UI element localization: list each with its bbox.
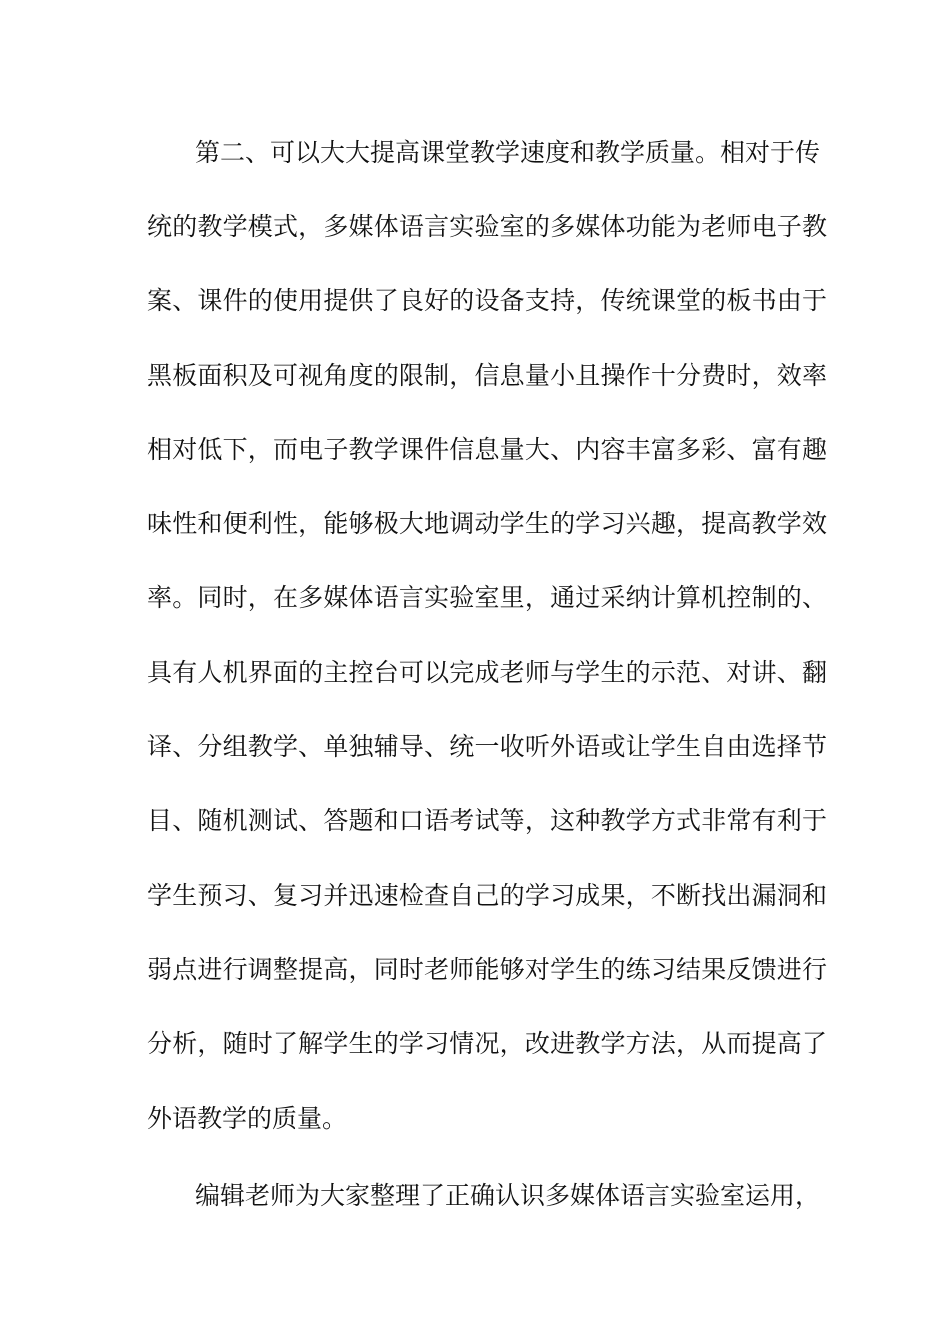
paragraph-1-line-1: 第二、可以大大提高课堂教学速度和教学质量。相对于传 xyxy=(195,138,821,167)
paragraph-1-line-6: 味性和便利性，能够极大地调动学生的学习兴趣，提高教学效 xyxy=(147,509,827,538)
paragraph-1-line-10: 目、随机测试、答题和口语考试等，这种教学方式非常有利于 xyxy=(147,806,827,835)
paragraph-1-line-4: 黑板面积及可视角度的限制，信息量小且操作十分费时，效率 xyxy=(147,361,827,390)
paragraph-1-line-7: 率。同时，在多媒体语言实验室里，通过采纳计算机控制的、 xyxy=(147,583,827,612)
paragraph-1-line-2: 统的教学模式，多媒体语言实验室的多媒体功能为老师电子教 xyxy=(147,212,827,241)
paragraph-2-line-1: 编辑老师为大家整理了正确认识多媒体语言实验室运用， xyxy=(195,1181,821,1210)
paragraph-1-line-3: 案、课件的使用提供了良好的设备支持，传统课堂的板书由于 xyxy=(147,286,827,315)
paragraph-1-line-5: 相对低下，而电子教学课件信息量大、内容丰富多彩、富有趣 xyxy=(147,435,827,464)
paragraph-1-line-9: 译、分组教学、单独辅导、统一收听外语或让学生自由选择节 xyxy=(147,732,827,761)
paragraph-1-line-11: 学生预习、复习并迅速检查自己的学习成果，不断找出漏洞和 xyxy=(147,881,827,910)
paragraph-1-line-12: 弱点进行调整提高，同时老师能够对学生的练习结果反馈进行 xyxy=(147,955,827,984)
paragraph-1-line-14: 外语教学的质量。 xyxy=(147,1104,348,1133)
paragraph-1-line-13: 分析，随时了解学生的学习情况，改进教学方法，从而提高了 xyxy=(147,1029,827,1058)
paragraph-1-line-8: 具有人机界面的主控台可以完成老师与学生的示范、对讲、翻 xyxy=(147,658,827,687)
